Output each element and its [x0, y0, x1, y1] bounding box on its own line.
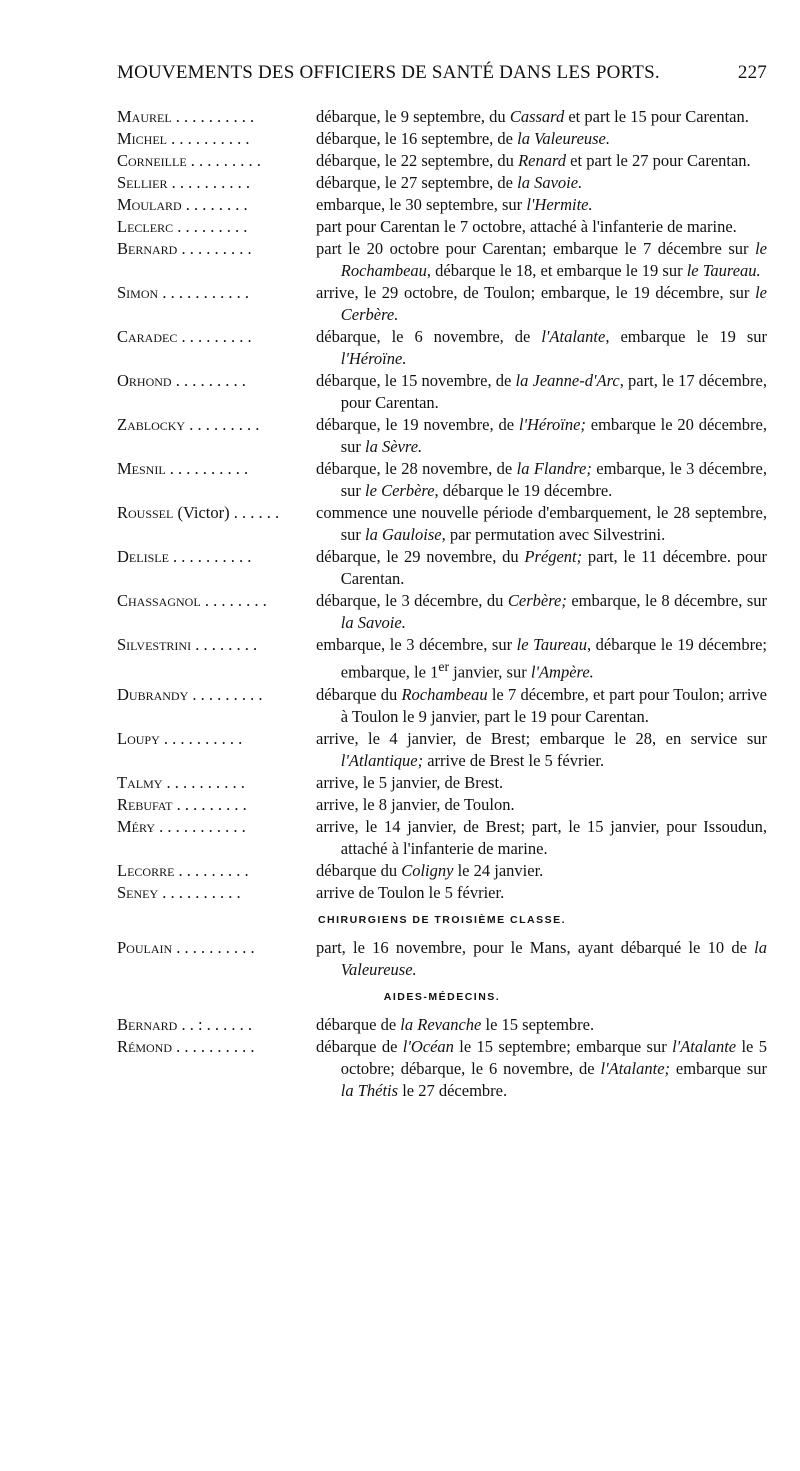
- movement-description: débarque du Coligny le 24 janvier.: [316, 860, 544, 880]
- officer-name: [117, 150, 317, 172]
- movement-description: arrive de Toulon le 5 février.: [316, 882, 505, 902]
- officer-name: [117, 772, 317, 794]
- page-number: 227: [737, 62, 767, 83]
- leader-dots: . . . . . . . . . .: [172, 937, 255, 957]
- officer-surname: Zablocky: [117, 415, 186, 434]
- list-item: [117, 194, 767, 216]
- officer-surname: Silvestrini: [117, 635, 192, 654]
- leader-dots: . . . . . . . . .: [188, 684, 263, 704]
- list-item: [117, 590, 767, 634]
- movement-description: débarque de l'Océan le 15 septembre; embarque sur l'Atalante le 5 octobre; débarque, le 6 novembre, de l'Atalante; embarque sur la Thétis le 27 décembre.: [316, 1036, 768, 1100]
- officer-name: [117, 172, 317, 194]
- movement-description: débarque, le 28 novembre, de la Flandre; embarque, le 3 décembre, sur le Cerbère, débarque le 19 décembre.: [316, 459, 767, 500]
- leader-dots: . . . . . . . . .: [173, 217, 248, 236]
- officer-surname: Orhond: [117, 371, 172, 390]
- officer-surname: Chassagnol: [117, 591, 201, 610]
- entries-block-2: [117, 937, 767, 981]
- list-item: [117, 238, 767, 282]
- officer-surname: Loupy: [117, 728, 160, 748]
- leader-dots: . . . . . . . . . . .: [158, 283, 249, 302]
- officer-name: [117, 937, 317, 959]
- officer-surname: Lecorre: [117, 860, 175, 880]
- leader-dots: . . . . . . . .: [181, 195, 248, 214]
- entries-block-3: [117, 1014, 767, 1102]
- list-item: [117, 728, 767, 772]
- movement-description: débarque, le 3 décembre, du Cerbère; embarque, le 8 décembre, sur la Savoie.: [316, 591, 768, 632]
- officer-surname: Mesnil: [117, 459, 166, 478]
- leader-dots: . . . . . . . . .: [177, 327, 252, 346]
- movement-description: débarque, le 29 novembre, du Prégent; part, le 11 décembre. pour Carentan.: [316, 547, 767, 588]
- officer-name: [117, 502, 317, 524]
- movement-description: débarque, le 16 septembre, de la Valeureuse.: [316, 129, 611, 148]
- movement-description: part le 20 octobre pour Carentan; embarque le 7 décembre sur le Rochambeau, débarque le 18, et embarque le 19 sur le Taureau.: [316, 239, 767, 280]
- movement-description: débarque, le 22 septembre, du Renard et part le 27 pour Carentan.: [316, 151, 751, 170]
- movement-description: débarque de la Revanche le 15 septembre.: [316, 1014, 595, 1034]
- leader-dots: . . . . . . . . .: [177, 239, 252, 258]
- list-item: [117, 150, 767, 172]
- officer-name: [117, 590, 317, 612]
- officer-surname: Caradec: [117, 327, 178, 346]
- leader-dots: . . . . . . . . . .: [162, 772, 245, 792]
- officer-name: [117, 860, 317, 882]
- list-item: [117, 794, 767, 816]
- movement-description: arrive, le 29 octobre, de Toulon; embarque, le 19 décembre, sur le Cerbère.: [316, 283, 767, 324]
- movement-description: arrive, le 4 janvier, de Brest; embarque le 28, en service sur l'Atlantique; arrive de Brest le 5 février.: [316, 728, 767, 770]
- leader-dots: . . . . . . . . .: [172, 794, 247, 814]
- leader-dots: . . . . . . . .: [200, 591, 267, 610]
- officer-surname: Leclerc: [117, 217, 174, 236]
- list-item: [117, 106, 767, 128]
- leader-dots: . . . . . . . . . .: [159, 728, 243, 748]
- leader-dots: . . . . . . . .: [191, 635, 258, 654]
- movement-description: arrive, le 14 janvier, de Brest; part, le 15 janvier, pour Issoudun, attaché à l'infanterie de marine.: [316, 816, 767, 858]
- officer-name: [117, 238, 317, 260]
- officer-surname: Roussel: [117, 503, 174, 522]
- officer-name: [117, 414, 317, 436]
- officer-name: [117, 106, 317, 128]
- officer-surname: Bernard: [117, 1014, 178, 1034]
- officer-name: [117, 370, 317, 392]
- list-item: [117, 816, 767, 860]
- officer-surname: Rémond: [117, 1036, 173, 1056]
- list-item: [117, 216, 767, 238]
- list-item: [117, 684, 767, 728]
- list-item: [117, 1014, 767, 1036]
- officer-surname: Michel: [117, 129, 167, 148]
- officer-name: [117, 128, 317, 150]
- movement-description: embarque, le 30 septembre, sur l'Hermite.: [316, 195, 593, 214]
- leader-dots: . . . . . . . . . .: [167, 129, 250, 148]
- list-item: [117, 128, 767, 150]
- list-item: [117, 772, 767, 794]
- movement-description: part pour Carentan le 7 octobre, attaché à l'infanterie de marine.: [316, 217, 737, 236]
- list-item: [117, 172, 767, 194]
- section-heading-aides-medecins: AIDES-MÉDECINS.: [383, 990, 501, 1003]
- officer-name: [117, 1036, 317, 1058]
- officer-surname: Rebufat: [117, 794, 173, 814]
- leader-dots: . . : . . . . . .: [177, 1014, 253, 1034]
- officer-surname: Méry: [117, 816, 156, 836]
- leader-dots: . . . . . .: [229, 503, 280, 522]
- leader-dots: . . . . . . . . . .: [171, 107, 255, 126]
- officer-name: [117, 1014, 317, 1036]
- list-item: [117, 414, 767, 458]
- officer-name: [117, 282, 317, 304]
- leader-dots: . . . . . . . . .: [174, 860, 249, 880]
- officer-surname: Poulain: [117, 937, 173, 957]
- movement-description: débarque, le 9 septembre, du Cassard et part le 15 pour Carentan.: [316, 107, 749, 126]
- officer-name: [117, 882, 317, 904]
- officer-surname: Talmy: [117, 772, 163, 792]
- officer-surname: Bernard: [117, 239, 178, 258]
- officer-name: [117, 684, 317, 706]
- officer-name: [117, 194, 317, 216]
- officer-surname: Maurel: [117, 107, 172, 126]
- leader-dots: . . . . . . . . .: [171, 371, 246, 390]
- officer-name: [117, 794, 317, 816]
- list-item: [117, 458, 767, 502]
- officer-surname: Simon: [117, 283, 159, 302]
- movement-description: arrive, le 8 janvier, de Toulon.: [316, 794, 515, 814]
- officer-surname: Delisle: [117, 547, 169, 566]
- movement-description: débarque du Rochambeau le 7 décembre, et part pour Toulon; arrive à Toulon le 9 janvier, part le 19 pour Carentan.: [316, 684, 767, 726]
- running-title: MOUVEMENTS DES OFFICIERS DE SANTÉ DANS LES PORTS.: [117, 62, 660, 83]
- leader-dots: . . . . . . . . . .: [167, 173, 250, 192]
- leader-dots: . . . . . . . . . .: [168, 547, 252, 566]
- leader-dots: . . . . . . . . .: [185, 415, 260, 434]
- movement-description: débarque, le 19 novembre, de l'Héroïne; embarque le 20 décembre, sur la Sèvre.: [316, 415, 767, 456]
- leader-dots: . . . . . . . . . .: [158, 882, 241, 902]
- movement-list: [117, 106, 767, 1102]
- list-item: [117, 634, 767, 684]
- movement-description: débarque, le 27 septembre, de la Savoie.: [316, 173, 583, 192]
- movement-description: arrive, le 5 janvier, de Brest.: [316, 772, 504, 792]
- leader-dots: . . . . . . . . .: [186, 151, 261, 170]
- list-item: [117, 502, 767, 546]
- officer-surname: Seney: [117, 882, 159, 902]
- officer-surname: Sellier: [117, 173, 168, 192]
- officer-name: [117, 816, 317, 838]
- officer-name: [117, 326, 317, 348]
- officer-name: [117, 728, 317, 750]
- movement-description: débarque, le 15 novembre, de la Jeanne-d'Arc, part, le 17 décembre, pour Carentan.: [316, 371, 767, 412]
- movement-description: embarque, le 3 décembre, sur le Taureau, débarque le 19 décembre; embarque, le 1er janvier, sur l'Ampère.: [316, 635, 768, 682]
- list-item: [117, 546, 767, 590]
- officer-surname: Dubrandy: [117, 684, 189, 704]
- officer-surname: Corneille: [117, 151, 187, 170]
- entries-block-1: [117, 106, 767, 904]
- leader-dots: . . . . . . . . . . .: [155, 816, 246, 836]
- officer-name: [117, 546, 317, 568]
- page-header: [117, 62, 767, 96]
- officer-given-name: (Victor): [173, 503, 230, 522]
- officer-name: [117, 216, 317, 238]
- movement-description: débarque, le 6 novembre, de l'Atalante, embarque le 19 sur l'Héroïne.: [316, 327, 767, 368]
- list-item: [117, 860, 767, 882]
- list-item: [117, 282, 767, 326]
- list-item: [117, 1036, 767, 1102]
- officer-surname: Moulard: [117, 195, 182, 214]
- movement-description: part, le 16 novembre, pour le Mans, ayant débarqué le 10 de la Valeureuse.: [316, 937, 767, 979]
- officer-name: [117, 458, 317, 480]
- officer-name: [117, 634, 317, 656]
- section-heading-chirurgiens: CHIRURGIENS DE TROISIÈME CLASSE.: [317, 913, 567, 926]
- leader-dots: . . . . . . . . . .: [172, 1036, 255, 1056]
- list-item: [117, 370, 767, 414]
- list-item: [117, 937, 767, 981]
- list-item: [117, 882, 767, 904]
- movement-description: commence une nouvelle période d'embarquement, le 28 septembre, sur la Gauloise, par permutation avec Silvestrini.: [316, 503, 767, 544]
- leader-dots: . . . . . . . . . .: [165, 459, 249, 478]
- list-item: [117, 326, 767, 370]
